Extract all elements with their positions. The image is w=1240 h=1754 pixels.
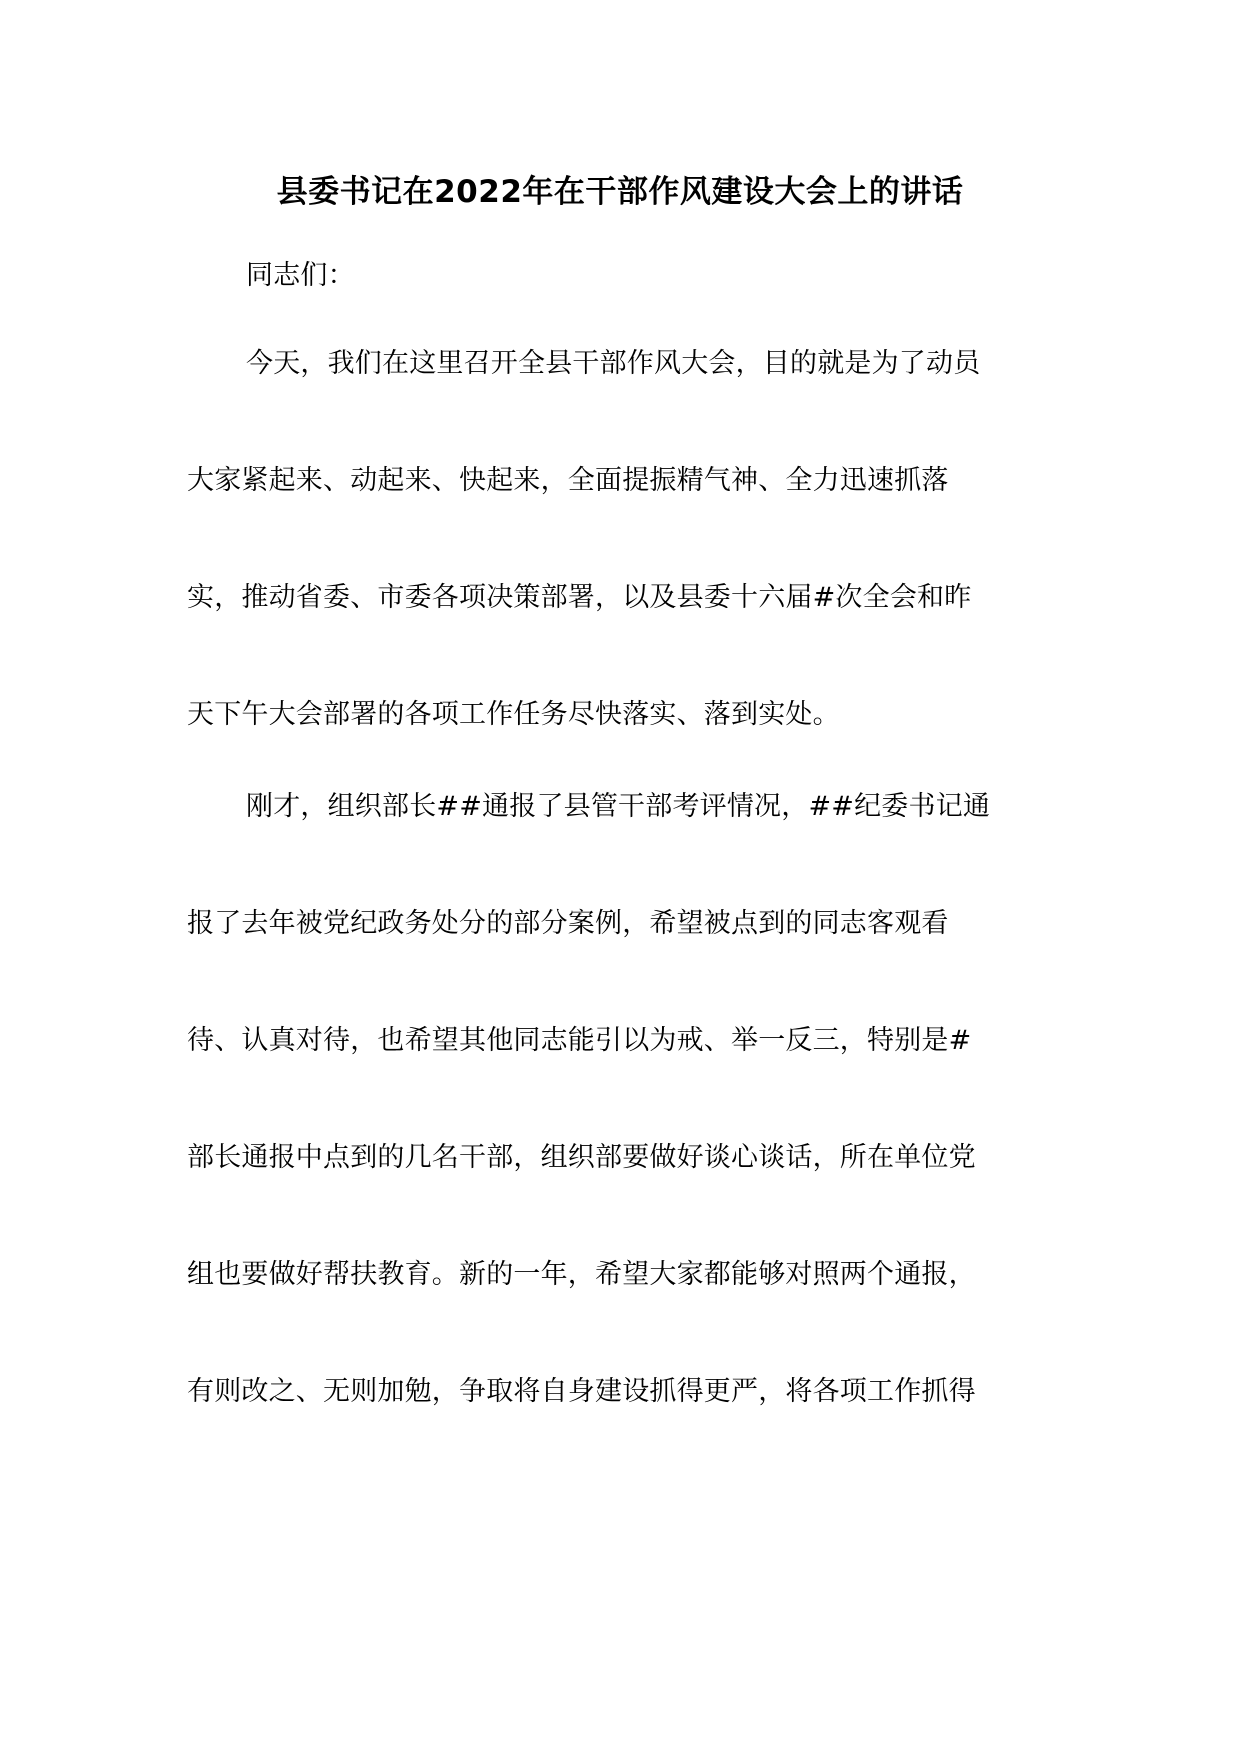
body-line: 有则改之、无则加勉，争取将自身建设抓得更严，将各项工作抓得: [187, 1376, 976, 1407]
body-line: 部长通报中点到的几名干部，组织部要做好谈心谈话，所在单位党: [187, 1142, 976, 1173]
body-line: 报了去年被党纪政务处分的部分案例，希望被点到的同志客观看: [187, 908, 949, 939]
salutation: 同志们：: [246, 260, 355, 291]
body-line: 刚才，组织部长##通报了县管干部考评情况，##纪委书记通: [246, 791, 991, 822]
body-line: 组也要做好帮扶教育。新的一年，希望大家都能够对照两个通报，: [187, 1259, 976, 1290]
body-line: 天下午大会部署的各项工作任务尽快落实、落到实处。: [187, 699, 840, 730]
body-line: 大家紧起来、动起来、快起来，全面提振精气神、全力迅速抓落: [187, 465, 949, 496]
document-title: 县委书记在2022年在干部作风建设大会上的讲话: [276, 174, 964, 210]
body-line: 今天，我们在这里召开全县干部作风大会，目的就是为了动员: [246, 348, 981, 379]
body-line: 待、认真对待，也希望其他同志能引以为戒、举一反三，特别是#: [187, 1025, 972, 1056]
body-line: 实，推动省委、市委各项决策部署，以及县委十六届#次全会和昨: [187, 582, 972, 613]
